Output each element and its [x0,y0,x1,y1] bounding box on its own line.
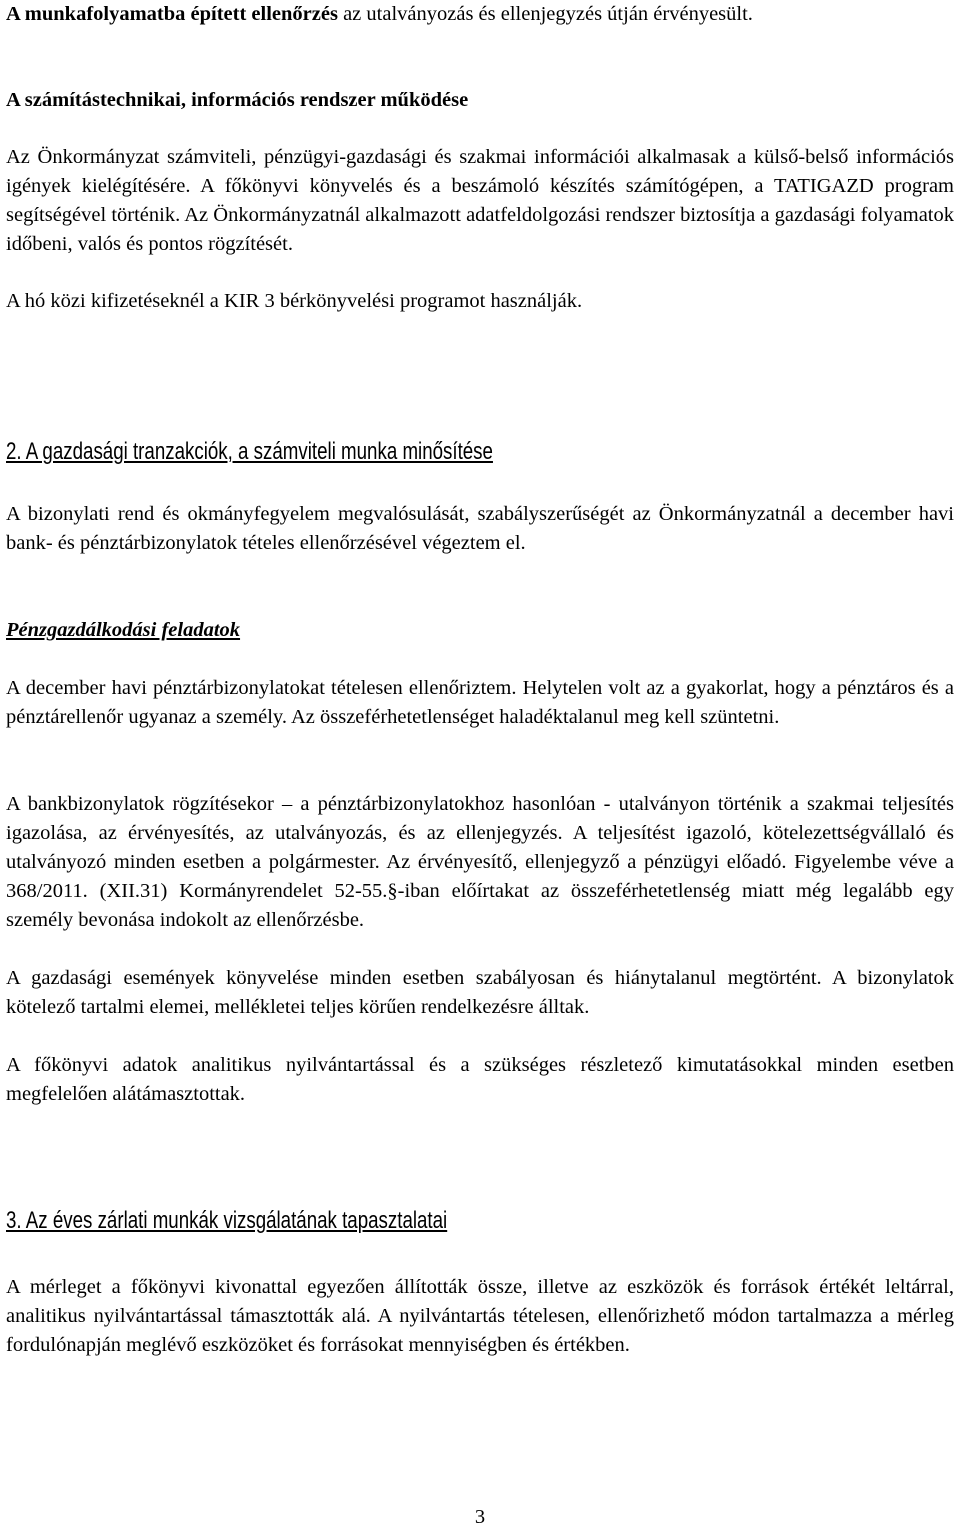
section-2-heading: 2. A gazdasági tranzakciók, a számviteli munka minősítése [6,438,493,465]
section-2-heading-wrap [6,437,954,468]
section-2-paragraph-5: A főkönyvi adatok analitikus nyilvántartással és a szükséges részletező kimutatásokkal minden esetben megfelelően alátámasztottak. [6,1054,954,1105]
section-2-paragraph-4: A gazdasági események könyvelése minden esetben szabályosan és hiánytalanul megtörtént. A bizonylatok kötelező tartalmi elemei, mellékletei teljes körűen rendelkezésre álltak. [6,967,954,1018]
intro-line [6,0,954,29]
section-3-heading-wrap [6,1206,954,1237]
section-2-subheading: Pénzgazdálkodási feladatok [6,619,241,641]
it-section-heading: A számítástechnikai, információs rendszer működése [6,89,469,111]
section-3-paragraph-1: A mérleget a főkönyvi kivonattal egyezően állították össze, illetve az eszközök és források értékét leltárral, analitikus nyilvántartással támasztották alá. A nyilvántartás tételesen, ellenőrizhető módon tartalmazza a mérleg fordulónapján meglévő eszközöket és forrásokat mennyiségben és értékben. [6,1276,954,1356]
section-2-paragraph-2: A december havi pénztárbizonylatokat tételesen ellenőriztem. Helytelen volt az a gyakorlat, hogy a pénztáros és a pénztárellenőr ugyanaz a személy. Az összeférhetetlenséget haladéktalanul meg kell szüntetni. [6,677,954,728]
intro-bold: A munkafolyamatba épített ellenőrzés [6,3,338,25]
it-section-paragraph-1: Az Önkormányzat számviteli, pénzügyi-gazdasági és szakmai információi alkalmasak a külső-belső információs igények kielégítésére. A főkönyvi könyvelés és a beszámoló készítés számítógépen, a TATIGAZD program segítségével történik. Az Önkormányzatnál alkalmazott adatfeldolgozási rendszer biztosítja a gazdasági folyamatok időbeni, valós és pontos rögzítését. [6,146,954,255]
section-3-heading: 3. Az éves zárlati munkák vizsgálatának tapasztalatai [6,1207,448,1234]
it-section-paragraph-2: A hó közi kifizetéseknél a KIR 3 bérkönyvelési programot használják. [6,290,583,312]
section-2-paragraph-1: A bizonylati rend és okmányfegyelem megvalósulását, szabályszerűségét az Önkormányzatnál a december havi bank- és pénztárbizonylatok tételes ellenőrzésével végeztem el. [6,503,954,554]
intro-rest: az utalványozás és ellenjegyzés útján érvényesült. [337,3,753,25]
section-2-paragraph-3: A bankbizonylatok rögzítésekor – a pénztárbizonylatokhoz hasonlóan - utalványon történik a szakmai teljesítés igazolása, az érvényesítés, az utalványozás, és az ellenjegyzés. A teljesítést igazoló, kötelezettségvállaló és utalványozó minden esetben a polgármester. Az érvényesítő, ellenjegyző a pénzügyi előadó. Figyelembe véve a 368/2011. (XII.31) Kormányrendelet 52-55.§-iban előírtakat az összeférhetetlenség miatt még legalább egy személy bevonása indokolt az ellenőrzésbe. [6,793,954,931]
page-number: 3 [474,1506,486,1528]
